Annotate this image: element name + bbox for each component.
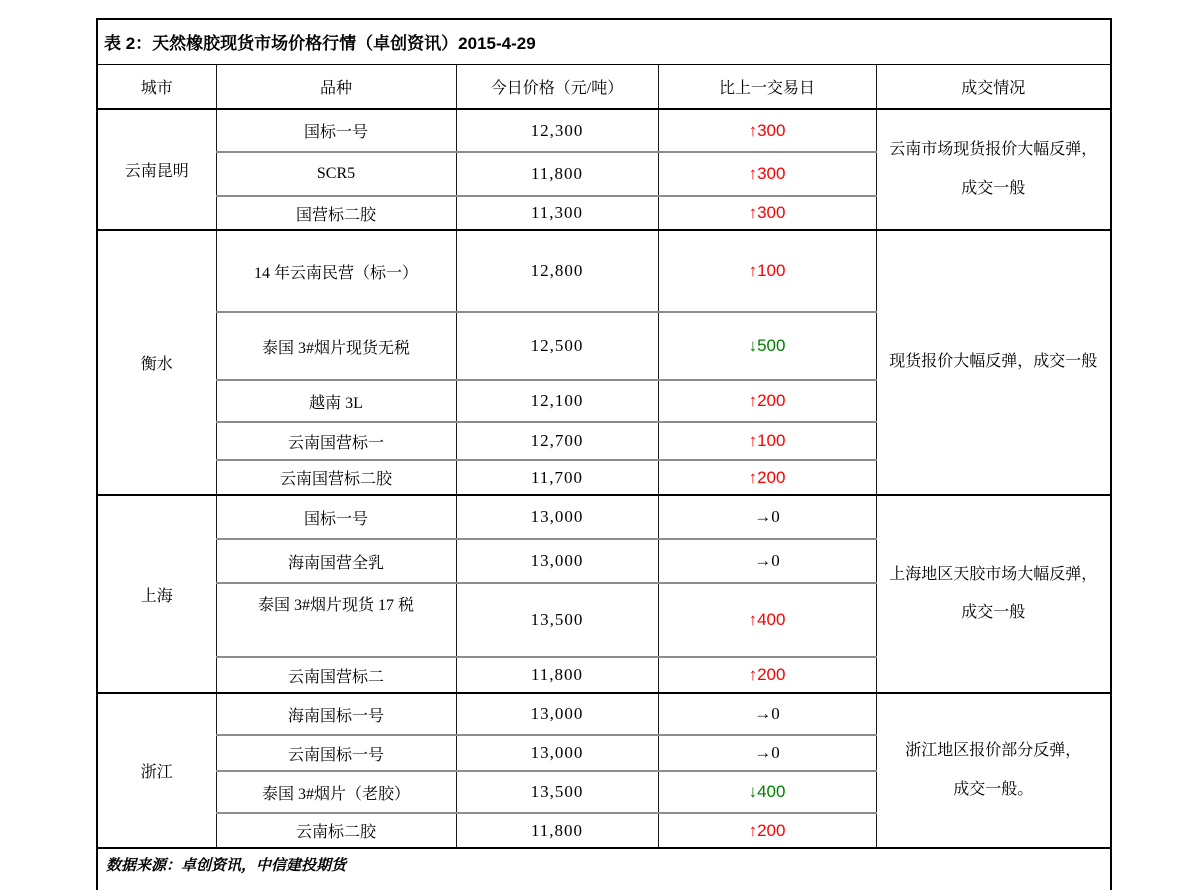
price-cell: 11,300 <box>456 196 658 230</box>
variety-cell: 泰国 3#烟片（老胶） <box>216 771 456 813</box>
remark-line: 现货报价大幅反弹，成交一般 <box>889 353 1098 371</box>
change-cell: ↓400 <box>658 771 876 813</box>
change-cell: →0 <box>658 495 876 539</box>
price-cell: 13,000 <box>456 539 658 583</box>
column-header-change: 比上一交易日 <box>658 64 876 109</box>
city-cell: 上海 <box>97 495 216 693</box>
column-header-status: 成交情况 <box>876 64 1111 109</box>
remark-cell <box>876 230 1111 495</box>
city-cell: 浙江 <box>97 693 216 848</box>
table-row <box>97 495 1111 539</box>
rubber-price-table <box>96 18 1112 890</box>
column-header-variety: 品种 <box>216 64 456 109</box>
remark-line: 成交一般 <box>961 179 1026 197</box>
change-cell: ↑100 <box>658 230 876 312</box>
change-cell: →0 <box>658 735 876 771</box>
price-cell: 11,800 <box>456 152 658 196</box>
table-title: 表 2：天然橡胶现货市场价格行情（卓创资讯）2015-4-29 <box>97 19 1111 64</box>
change-cell: ↑300 <box>658 196 876 230</box>
city-cell: 衡水 <box>97 230 216 495</box>
variety-cell: 云南国标一号 <box>216 735 456 771</box>
price-cell: 11,800 <box>456 657 658 693</box>
variety-cell: 云南国营标二 <box>216 657 456 693</box>
variety-cell: 海南国营全乳 <box>216 539 456 583</box>
price-cell: 11,800 <box>456 813 658 848</box>
variety-cell: 越南 3L <box>216 380 456 422</box>
change-cell: ↑300 <box>658 152 876 196</box>
variety-cell: 国标一号 <box>216 109 456 152</box>
column-header-price: 今日价格（元/吨） <box>456 64 658 109</box>
table-row <box>97 230 1111 312</box>
change-cell: →0 <box>658 539 876 583</box>
table-row <box>97 693 1111 735</box>
price-cell: 12,100 <box>456 380 658 422</box>
remark-cell <box>876 693 1111 848</box>
price-cell: 13,000 <box>456 495 658 539</box>
remark-line: 浙江地区报价部分反弹， <box>905 742 1082 760</box>
change-cell: ↑100 <box>658 422 876 460</box>
price-cell: 13,000 <box>456 735 658 771</box>
variety-cell: 国标一号 <box>216 495 456 539</box>
city-cell: 云南昆明 <box>97 109 216 230</box>
price-cell: 11,700 <box>456 460 658 495</box>
variety-cell: 云南国营标一 <box>216 422 456 460</box>
change-cell: →0 <box>658 693 876 735</box>
data-source-note: 数据来源：卓创资讯，中信建投期货 <box>97 848 1111 890</box>
remark-line: 云南市场现货报价大幅反弹， <box>889 141 1098 159</box>
variety-cell: 海南国标一号 <box>216 693 456 735</box>
remark-line: 成交一般 <box>961 604 1026 621</box>
change-cell: ↑200 <box>658 380 876 422</box>
change-cell: ↑300 <box>658 109 876 152</box>
remark-line: 上海地区天胶市场大幅反弹， <box>889 565 1098 583</box>
remark-cell <box>876 109 1111 230</box>
variety-cell: 泰国 3#烟片现货无税 <box>216 312 456 380</box>
variety-cell: 云南国营标二胶 <box>216 460 456 495</box>
price-cell: 13,500 <box>456 583 658 657</box>
price-cell: 13,000 <box>456 693 658 735</box>
change-cell: ↓500 <box>658 312 876 380</box>
variety-cell: 国营标二胶 <box>216 196 456 230</box>
change-cell: ↑200 <box>658 657 876 693</box>
price-cell: 12,300 <box>456 109 658 152</box>
column-header-city: 城市 <box>97 64 216 109</box>
change-cell: ↑200 <box>658 460 876 495</box>
price-cell: 13,500 <box>456 771 658 813</box>
remark-cell <box>876 495 1111 693</box>
table-row <box>97 109 1111 152</box>
variety-cell: 泰国 3#烟片现货 17 税 <box>216 583 456 657</box>
variety-cell: 14 年云南民营（标一） <box>216 230 456 312</box>
variety-cell: 云南标二胶 <box>216 813 456 848</box>
remark-line: 成交一般。 <box>953 780 1034 798</box>
variety-cell: SCR5 <box>216 152 456 196</box>
price-cell: 12,500 <box>456 312 658 380</box>
price-cell: 12,700 <box>456 422 658 460</box>
change-cell: ↑400 <box>658 583 876 657</box>
price-cell: 12,800 <box>456 230 658 312</box>
change-cell: ↑200 <box>658 813 876 848</box>
